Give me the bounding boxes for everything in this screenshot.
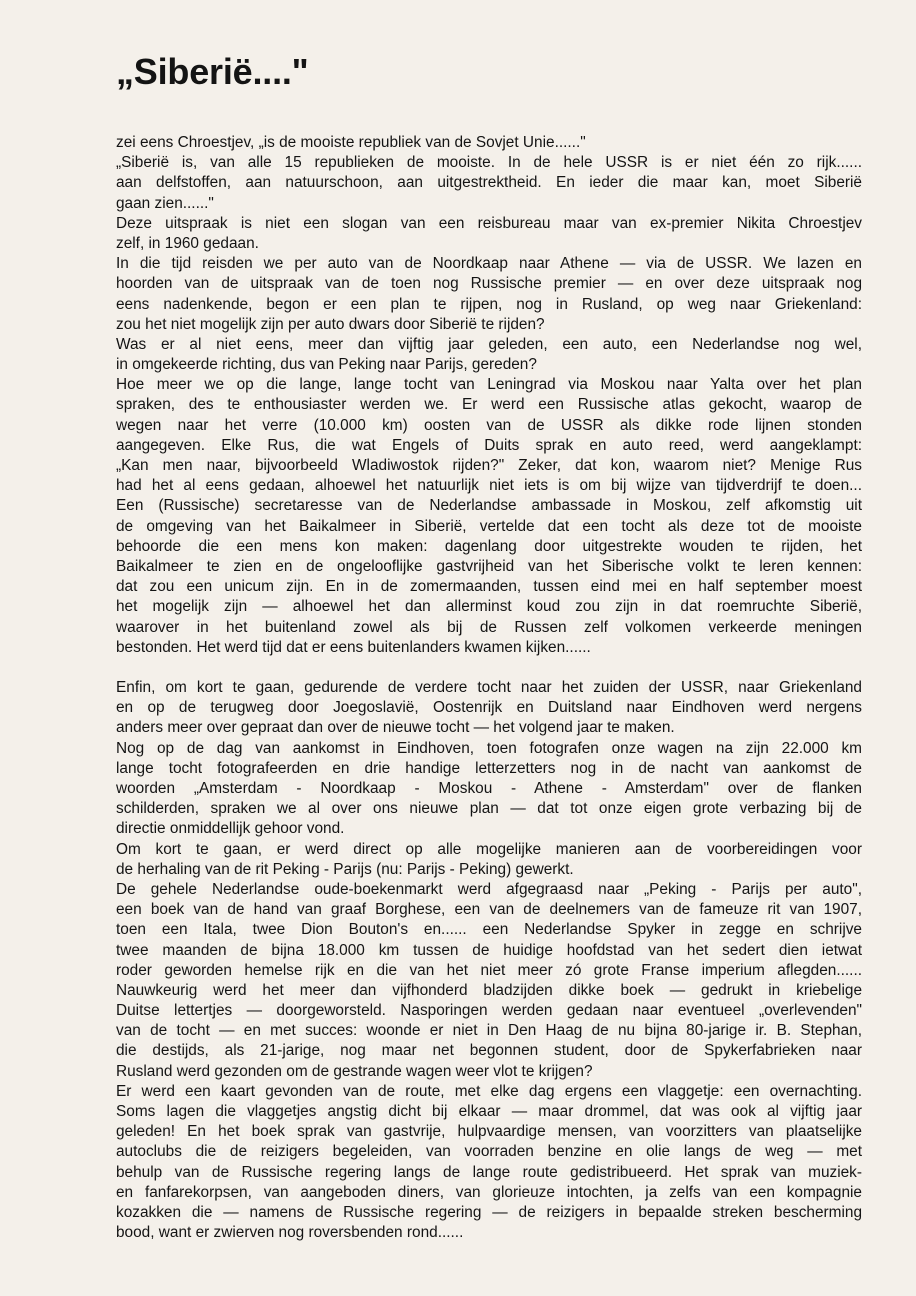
text-line: in omgekeerde richting, dus van Peking naar Parijs, gereden? (116, 356, 537, 374)
text-line: gaan zien......" (116, 194, 214, 212)
text-line: Om kort te gaan, er werd direct op alle mogelijke manieren aan de voorbereidingen voor (116, 840, 862, 858)
text-line: Enfin, om kort te gaan, gedurende de verdere tocht naar het zuiden der USSR, naar Griekenland (116, 679, 862, 697)
text-line: Soms lagen die vlaggetjes angstig dicht bij elkaar — maar drommel, dat was ook al vijftig jaar (116, 1103, 862, 1120)
text-line: kozakken die — namens de Russische regering — de reizigers in bepaalde streken bescherming (116, 1203, 862, 1221)
text-line: en fanfarekorpsen, van aangeboden diners, van glorieuze intochten, ja zelfs van een kompagnie (116, 1183, 862, 1201)
text-line: Was er al niet eens, meer dan vijftig jaar geleden, een auto, een Nederlandse nog wel, (116, 335, 862, 353)
text-line: directie onmiddellijk gehoor vond. (116, 820, 345, 838)
text-line: woorden „Amsterdam - Noordkaap - Moskou - Athene - Amsterdam" over de flanken (116, 780, 862, 797)
text-line: aan delfstoffen, aan natuurschoon, aan uitgestrektheid. En ieder die maar kan, moet Siberië (116, 174, 862, 192)
text-line: aangegeven. Elke Rus, die wat Engels of Duits sprak en auto reed, werd aangeklampt: (116, 436, 862, 454)
text-line: lange tocht fotografeerden en drie handige letterzetters nog in de nacht van aankomst de (116, 759, 862, 777)
text-line: In die tijd reisden we per auto van de Noordkaap naar Athene — via de USSR. We lazen en (116, 255, 862, 273)
text-line: bestonden. Het werd tijd dat er eens buitenlanders kwamen kijken...... (116, 638, 591, 656)
article-body (116, 133, 862, 1243)
text-line: roder geworden hemelse rijk en die van het niet meer zó grote Franse imperium aflegden...... (116, 961, 862, 979)
text-line: Duitse lettertjes — doorgeworsteld. Nasporingen werden gedaan naar eventueel „overlevenden" (116, 1002, 862, 1020)
text-line: een boek van de hand van graaf Borghese, een van de deelnemers van de fameuze rit van 1907, (116, 901, 862, 919)
text-line: zei eens Chroestjev, „is de mooiste republiek van de Sovjet Unie......" (116, 134, 586, 151)
text-line: de herhaling van de rit Peking - Parijs (nu: Parijs - Peking) gewerkt. (116, 860, 574, 878)
text-line: Rusland werd gezonden om de gestrande wagen weer vlot te krijgen? (116, 1062, 593, 1080)
text-line: die destijds, als 21-jarige, nog maar net begonnen student, door de Spykerfabrieken naar (116, 1042, 862, 1060)
text-line: hoorden van de uitspraak van de toen nog Russische premier — en over deze uitspraak nog (116, 275, 862, 293)
text-line: Nog op de dag van aankomst in Eindhoven, toen fotografen onze wagen na zijn 22.000 km (116, 739, 862, 757)
text-line: Een (Russische) secretaresse van de Nederlandse ambassade in Moskou, zelf afkomstig uit (116, 497, 862, 515)
text-line: Baikalmeer te zien en de ongelooflijke gastvrijheid van het Siberische volkt te leren kennen: (116, 557, 862, 575)
paragraph-gap (116, 658, 862, 678)
text-line: spraken, des te enthousiaster werden we. Er werd een Russische atlas gekocht, waarop de (116, 396, 862, 414)
text-line: De gehele Nederlandse oude-boekenmarkt werd afgegraasd naar „Peking - Parijs per auto", (116, 880, 862, 898)
text-line: waarover in het buitenland zowel als bij de Russen zelf volkomen verkeerde meningen (116, 618, 862, 636)
text-line: toen een Itala, twee Dion Bouton's en...... een Nederlandse Spyker in zegge en schrijve (116, 921, 862, 939)
text-line: het mogelijk zijn — alhoewel het dan allerminst koud zou zijn in dat roemruchte Siberië, (116, 598, 862, 616)
text-line: behoorde die een mens kon maken: dagenlang door uitgestrekte wouden te rijden, het (116, 537, 862, 555)
paragraph-block-1 (116, 133, 862, 658)
text-line: de omgeving van het Baikalmeer in Siberië, vertelde dat een tocht als deze tot de mooiste (116, 517, 862, 535)
text-line: dat zou een unicum zijn. En in de zomermaanden, tussen eind mei en half september moest (116, 578, 862, 596)
text-line: „Kan men naar, bijvoorbeeld Wladiwostok rijden?" Zeker, dat kon, waarom niet? Menige Rus (116, 457, 862, 474)
text-line: Deze uitspraak is niet een slogan van een reisbureau maar van ex-premier Nikita Chroestjev (116, 214, 862, 232)
text-line: Nauwkeurig werd het meer dan vijfhonderd bladzijden dikke boek — gedrukt in kriebelige (116, 981, 862, 999)
text-line: „Siberië is, van alle 15 republieken de mooiste. In de hele USSR is er niet één zo rijk...... (116, 154, 862, 172)
text-line: zou het niet mogelijk zijn per auto dwars door Siberië te rijden? (116, 315, 545, 333)
page-title: „Siberië...." (116, 51, 309, 92)
text-line: schilderden, spraken we al over ons nieuwe plan — dat tot onze eigen grote verbazing bij de (116, 800, 862, 818)
text-line: en op de terugweg door Joegoslavië, Oostenrijk en Duitsland naar Eindhoven werd nergens (116, 699, 862, 717)
text-line: twee maanden de bijna 18.000 km tussen de huidige hoofdstad van het sedert dien ietwat (116, 941, 862, 959)
text-line: Hoe meer we op die lange, lange tocht van Leningrad via Moskou naar Yalta over het plan (116, 376, 862, 394)
text-line: eens nadenkende, begon er een plan te rijpen, nog in Rusland, op weg naar Griekenland: (116, 295, 862, 313)
text-line: zelf, in 1960 gedaan. (116, 234, 259, 252)
text-line: anders meer over gepraat dan over de nieuwe tocht — het volgend jaar te maken. (116, 719, 675, 737)
text-line: geleden! En het boek sprak van gastvrije, hulpvaardige mensen, van voorzitters van plaatselijke (116, 1123, 862, 1141)
text-line: van de tocht — en met succes: woonde er niet in Den Haag de nu bijna 80-jarige ir. B. Stephan, (116, 1022, 862, 1040)
text-line: had het al eens gedaan, alhoewel het natuurlijk niet iets is om bij wijze van tijdverdrijf te doen... (116, 477, 862, 495)
paragraph-block-2 (116, 678, 862, 1243)
text-line: autoclubs die de reizigers begeleiden, van voorraden benzine en olie langs de weg — met (116, 1143, 862, 1161)
text-line: Er werd een kaart gevonden van de route, met elke dag ergens een vlaggetje: een overnachting. (116, 1082, 862, 1100)
text-line: behulp van de Russische regering langs de lange route gedistribueerd. Het sprak van muziek- (116, 1163, 862, 1181)
text-line: wegen naar het verre (10.000 km) oosten van de USSR als dikke rode lijnen stonden (116, 416, 862, 434)
text-line: bood, want er zwierven nog roversbenden rond...... (116, 1224, 464, 1242)
